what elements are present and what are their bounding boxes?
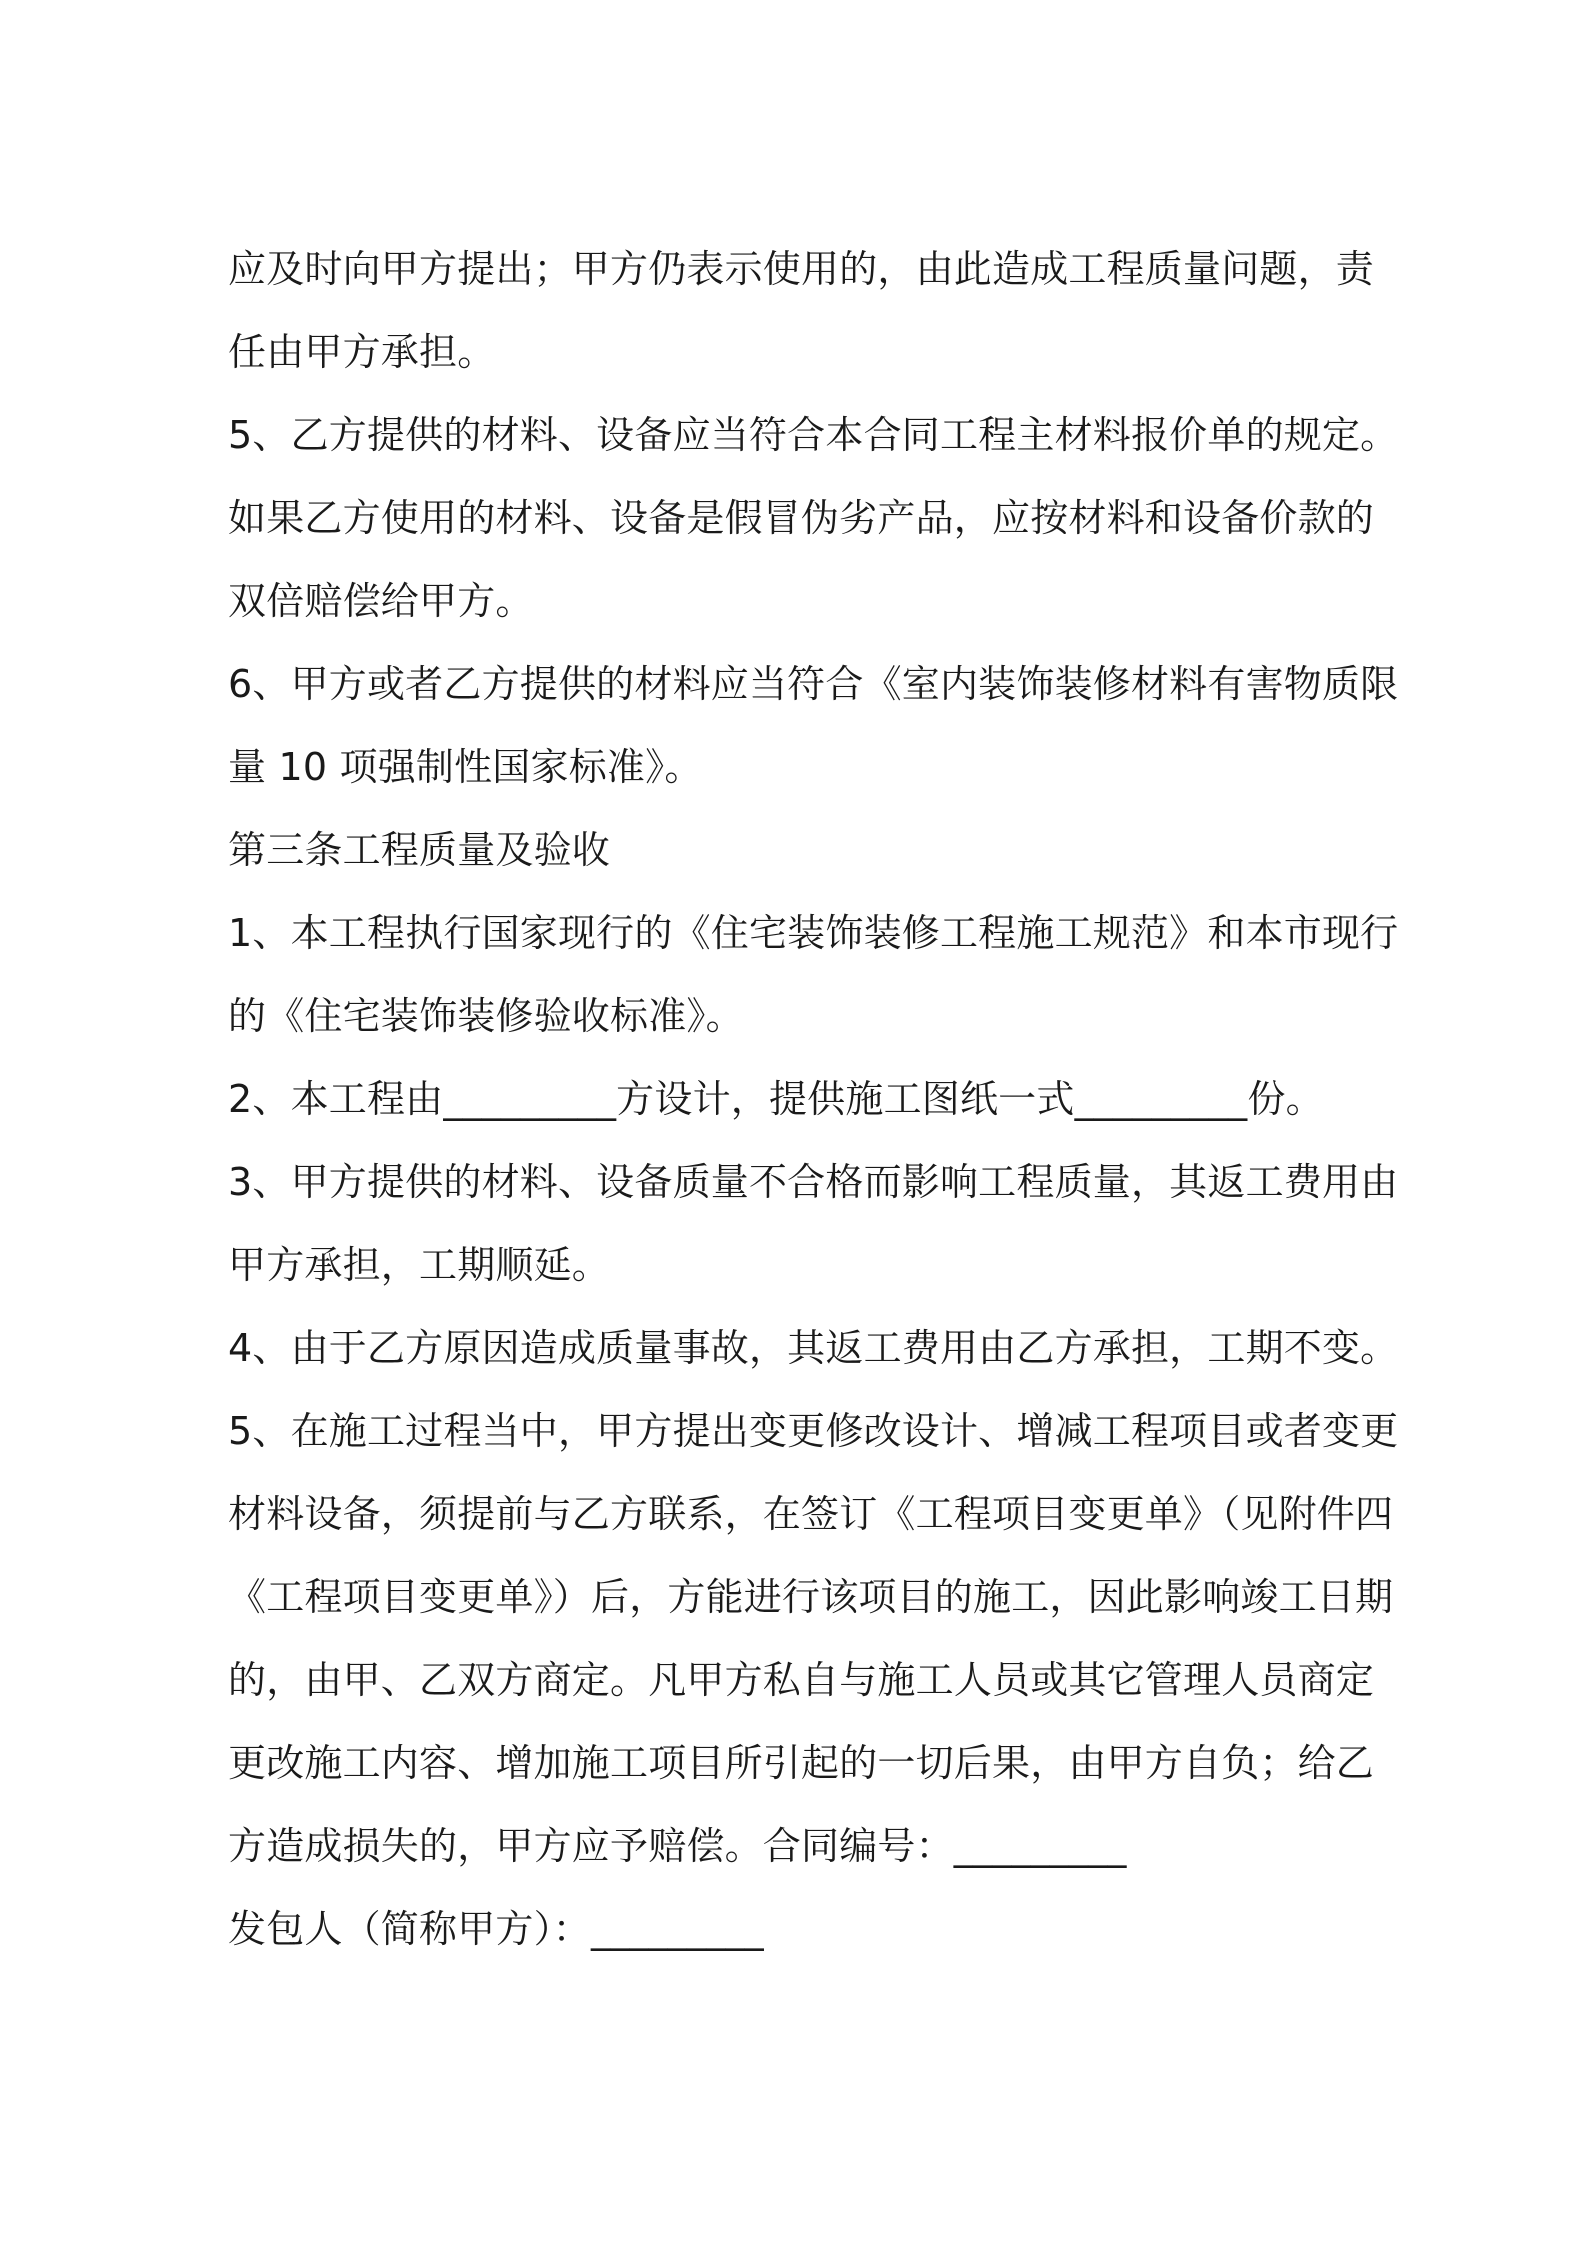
text-line: 的《住宅装饰装修验收标准》。 [228, 994, 744, 1038]
text-line: 应及时向甲方提出；甲方仍表示使用的，由此造成工程质量问题，责 [228, 247, 1375, 291]
text-line: 2、本工程由_________方设计，提供施工图纸一式_________份。 [228, 1077, 1324, 1121]
text-line: 《工程项目变更单》）后，方能进行该项目的施工，因此影响竣工日期 [228, 1575, 1394, 1619]
text-line: 5、在施工过程当中，甲方提出变更修改设计、增减工程项目或者变更 [228, 1409, 1399, 1453]
text-line: 4、由于乙方原因造成质量事故，其返工费用由乙方承担，工期不变。 [228, 1326, 1399, 1370]
text-line: 方造成损失的，甲方应予赔偿。合同编号：_________ [228, 1824, 1127, 1868]
text-line: 量 10 项强制性国家标准》。 [228, 745, 703, 789]
text-line: 发包人（简称甲方）：_________ [228, 1907, 764, 1951]
contract-text [228, 228, 1399, 1971]
text-line: 双倍赔偿给甲方。 [228, 579, 534, 623]
text-line: 任由甲方承担。 [228, 330, 496, 374]
text-line: 6、甲方或者乙方提供的材料应当符合《室内装饰装修材料有害物质限 [228, 662, 1399, 706]
text-line: 如果乙方使用的材料、设备是假冒伪劣产品，应按材料和设备价款的 [228, 496, 1375, 540]
text-line: 甲方承担，工期顺延。 [228, 1243, 611, 1287]
text-line: 3、甲方提供的材料、设备质量不合格而影响工程质量，其返工费用由 [228, 1160, 1399, 1204]
section-heading: 第三条工程质量及验收 [228, 828, 611, 872]
text-line: 材料设备，须提前与乙方联系，在签订《工程项目变更单》（见附件四 [228, 1492, 1394, 1536]
text-line: 5、乙方提供的材料、设备应当符合本合同工程主材料报价单的规定。 [228, 413, 1399, 457]
text-line: 1、本工程执行国家现行的《住宅装饰装修工程施工规范》和本市现行 [228, 911, 1399, 955]
text-line: 更改施工内容、增加施工项目所引起的一切后果，由甲方自负；给乙 [228, 1741, 1375, 1785]
text-line: 的，由甲、乙双方商定。凡甲方私自与施工人员或其它管理人员商定 [228, 1658, 1375, 1702]
